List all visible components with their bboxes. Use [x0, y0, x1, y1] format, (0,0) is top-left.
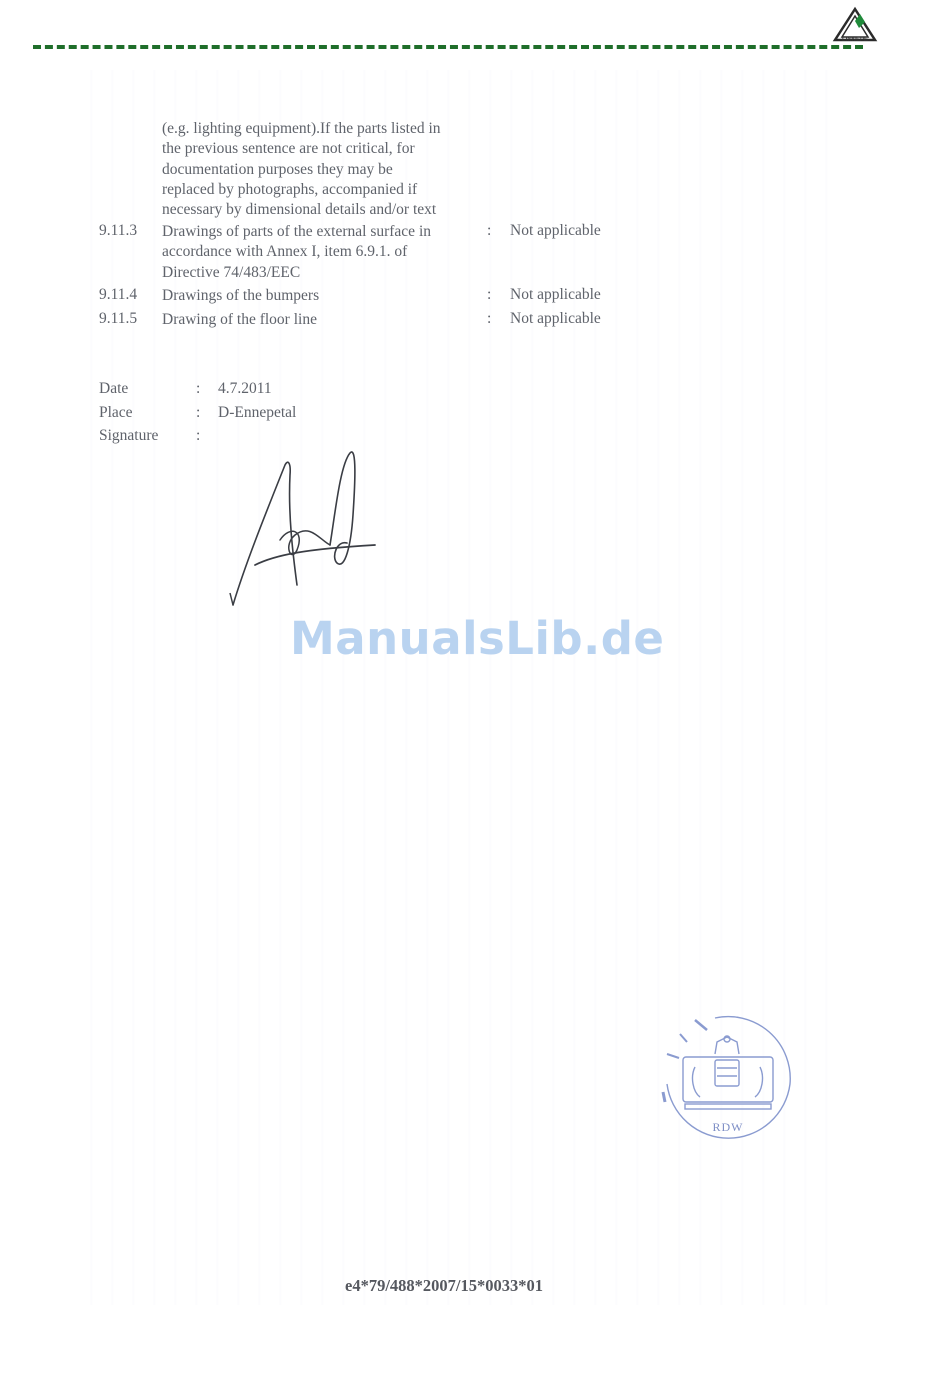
item-colon: :: [487, 222, 492, 239]
item-colon: :: [487, 310, 492, 327]
item-description: [162, 222, 482, 283]
continuation-paragraph: [162, 119, 441, 220]
item-number: 9.11.5: [99, 310, 138, 327]
place-label: Place: [99, 404, 133, 421]
continuation-line: documentation purposes they may be: [162, 160, 393, 178]
continuation-line: necessary by dimensional details and/or text: [162, 201, 437, 219]
date-label: Date: [99, 380, 129, 397]
place-colon: :: [196, 404, 201, 421]
item-value: Not applicable: [510, 310, 601, 327]
item-description: [162, 310, 482, 330]
place-value: D-Ennepetal: [218, 404, 297, 421]
stamp-text: RDW: [712, 1120, 744, 1134]
item-colon: :: [487, 286, 492, 303]
date-colon: :: [196, 380, 201, 397]
date-value: 4.7.2011: [218, 380, 272, 397]
item-number: 9.11.4: [99, 286, 138, 303]
logo-wordmark: LINNEPE: [841, 37, 868, 43]
item-description: [162, 286, 482, 306]
continuation-line: replaced by photographs, accompanied if: [162, 180, 418, 198]
continuation-line: the previous sentence are not critical, for: [162, 140, 415, 158]
signature-label: Signature: [99, 427, 159, 444]
signature-colon: :: [196, 427, 201, 444]
item-number: 9.11.3: [99, 222, 138, 239]
item-description-line: accordance with Annex I, item 6.9.1. of: [162, 243, 408, 261]
handwritten-signature: [225, 445, 385, 615]
item-description-line: Directive 74/483/EEC: [162, 263, 301, 281]
approval-number: e4*79/488*2007/15*0033*01: [345, 1276, 543, 1295]
continuation-line: (e.g. lighting equipment).If the parts listed in: [162, 120, 441, 137]
watermark-text: ManualsLib.de: [290, 612, 665, 665]
item-value: Not applicable: [510, 286, 601, 303]
item-description-line: Drawings of the bumpers: [162, 287, 320, 304]
item-value: Not applicable: [510, 222, 601, 239]
item-description-line: Drawings of parts of the external surface in: [162, 223, 431, 240]
item-description-line: Drawing of the floor line: [162, 311, 317, 328]
